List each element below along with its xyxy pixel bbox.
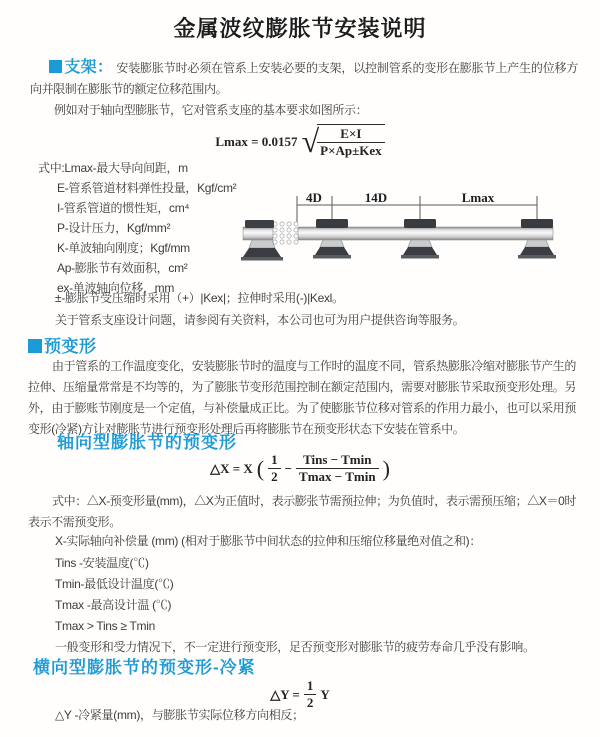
formula-dx-half: $\frac{1}{2}$: [268, 452, 281, 486]
variable-item-plusminus: ±-膨胀节受压缩时采用（+）|Kex|；拉伸时采用(-)|Kexl。: [55, 291, 344, 305]
formula-dy-lhs: △Y =: [270, 686, 300, 702]
variable-item: P-设计压力，Kgf/mm²: [57, 221, 171, 235]
left-paren: (: [256, 455, 265, 481]
lateral-note-line: △Y -冷紧量(mm)，与膨胀节实际位移方向相反；: [55, 708, 304, 722]
pipe-support-diagram: [240, 190, 560, 285]
blue-square-bullet-icon: [28, 339, 42, 353]
variable-item: K-单波轴向刚度；Kgf/mm: [57, 241, 190, 255]
pipe-support-diagram-svg: [240, 190, 560, 285]
temp-inequality: Tmax > Tins ≥ Tmin: [55, 619, 155, 633]
formula-dy-rhs: Y: [320, 686, 330, 702]
sqrt-icon: √: [301, 122, 320, 159]
support-example-line: 例如对于轴向型膨胀节，它对管系支座的基本要求如图所示：: [54, 103, 368, 117]
variable-item: Ap-膨胀节有效面积，cm²: [57, 261, 188, 275]
axial-subsection-heading: 轴向型膨胀节的预变形: [57, 433, 237, 452]
formula-lmax-numerator: E×I: [340, 126, 362, 141]
x-definition-line: X-实际轴向补偿量 (mm) (相对于膨胀节中间状态的拉伸和压缩位移量绝对值之和)：: [55, 534, 482, 548]
dimension-lines: [297, 196, 537, 222]
dim-label-14d: 14D: [364, 190, 388, 205]
right-paren: ): [382, 455, 390, 481]
variable-item: I-管系管道的惯性矩，cm⁴: [57, 201, 190, 215]
temp-def-tins: Tins -安装温度(℃): [55, 556, 149, 570]
variable-item: 式中:Lmax-最大导向间距，m: [38, 161, 188, 175]
formula-dx-temp-fraction: $\frac{\text{Tins − Tmin}}{Tmax - Tmin}$: [296, 452, 379, 486]
formula-dx-lhs: △X = X: [210, 460, 253, 476]
temp-def-tmax: Tmax -最高设计温 (℃): [55, 598, 172, 612]
bellows-icon: [273, 222, 298, 244]
support-intro-text: 安装膨胀节时必须在管系上安装必要的支架，以控制管系的变形在膨胀节上产生的位移方向并限制在膨胀节的额定位移范围内。: [30, 61, 579, 96]
formula-dy-half: $\frac{1}{2}$: [304, 678, 317, 712]
formula-dx-explanation: 式中：△X-预变形量(mm)，△X为正值时，表示膨张节需预拉伸；为负值时，表示需预压缩；△X＝0时表示不需预变形。: [28, 494, 576, 529]
preform-section-heading: [28, 332, 97, 357]
formula-lmax-denominator: P×Ap±Kex: [317, 142, 384, 159]
formula-lmax-radicand: [317, 124, 384, 160]
minus-sign: −: [284, 460, 293, 476]
page-title: 金属波纹膨胀节安装说明: [173, 16, 427, 41]
variable-item: ex-单波轴向位移，mm: [57, 281, 175, 295]
lateral-subsection-heading: 横向型膨胀节的预变形-冷紧: [33, 658, 256, 677]
preform-heading-text: 预变形: [44, 337, 97, 356]
variable-item: E-管系管道材料弹性投量，Kgf/cm²: [57, 181, 237, 195]
blue-square-bullet-icon: [49, 60, 62, 73]
dim-label-lmax: Lmax: [461, 190, 495, 205]
formula-delta-x: [0, 452, 600, 486]
preform-body-paragraph: 由于管系的工作温度变化，安装膨胀节时的温度与工作时的温度不同，管系热膨胀冷缩对膨胀节产生的拉伸、压缩量常常是不均等的，为了膨胀节变形范围控制在额定范围内，需要对膨胀节采取预变形处理。另外，由于膨账节刚度是一个定值，与补偿量成正比。为了使膨胀节位移对管系的作用力最小，也可以采用预变形(冷紧)方让对膨胀节进行预变形处理后再将膨胀节在预变形状态下安装在管系中。: [28, 359, 576, 436]
axial-note-line: 一般变形和受力情况下，不一定进行预变形，足否预变形对膨胀节的疲劳寿命几乎没有影响。: [55, 640, 535, 654]
temp-def-tmin: Tmin-最低设计温度(℃): [55, 577, 174, 591]
support-section-label: 支架：: [64, 59, 114, 76]
support-note-line: 关于管系支座设计问题，请参阅有关资料，本公司也可为用户提供咨询等服务。: [55, 313, 465, 327]
dim-label-4d: 4D: [306, 190, 322, 205]
support-intro-paragraph: [30, 57, 578, 100]
formula-lmax-lhs: Lmax = 0.0157: [215, 133, 298, 149]
formula-lmax: [0, 124, 600, 160]
